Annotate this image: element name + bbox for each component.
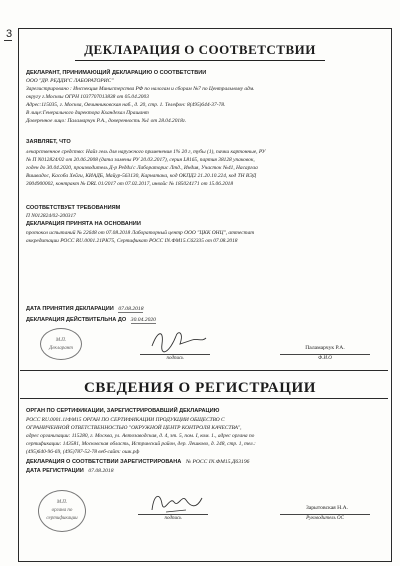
valid-date-row: [26, 317, 382, 324]
product-line: 3004900002, контракт № DRL 01/2017 от 07.02.2017, инвойс № 185024171 от 15.06.2018: [26, 181, 234, 187]
product-line: № П N012824/02 от 20.06.2008 (дата замены РУ 20.03.2017), серия L8165, партия 38128 упаковок,: [26, 157, 255, 163]
organ-line: адрес организации: 115280, г. Москва, ул. Автозаводская, д. 4, эт. 5, пом. I, ком. 1., адрес органа по: [26, 433, 255, 439]
declarant-line: Доверенное лицо: Паламарчук Р.А., доверенность №1 от 28.04.2018г.: [26, 118, 187, 124]
name-line: [280, 354, 370, 355]
declarant-line: В лице:Генерального директора Кхандехал Прашант: [26, 110, 149, 116]
declarant-line: округу г.Москвы ОГРН 1037707013838 от 05.04.2003: [26, 94, 149, 100]
name-line: [280, 514, 370, 515]
reg-date: 07.08.2018: [88, 468, 114, 474]
signature-caption: подпись: [164, 516, 182, 521]
declaration-title-text: ДЕКЛАРАЦИЯ О СООТВЕТСТВИИ: [84, 42, 316, 57]
accepted-date-row: [26, 306, 382, 313]
registration-stamp: [38, 490, 86, 532]
organ-line: ОГРАНИЧЕННОЙ ОТВЕТСТВЕННОСТЬЮ "ОКРУЖНОЙ ЦЕНТР КОНТРОЛЯ КАЧЕСТВА",: [26, 425, 242, 431]
declarant-header: ДЕКЛАРАНТ, ПРИНИМАЮЩИЙ ДЕКЛАРАЦИЮ О СООТВЕТСТВИИ: [26, 70, 207, 76]
stamp-label: М.П.: [55, 338, 67, 343]
registered-label: ДЕКЛАРАЦИЯ О СООТВЕТСТВИИ ЗАРЕГИСТРИРОВАНА: [26, 459, 182, 465]
declarant-signature: [148, 326, 208, 354]
declarant-line: Адрес:115035, г. Москва, Овчинниковская наб., д. 20, стр. 1. Телефон: 8(495)644-37-78.: [26, 102, 226, 108]
stamp-label: органа по: [51, 508, 73, 513]
stamp-label: Декларант: [49, 346, 73, 351]
registered-row: [26, 459, 382, 466]
reg-date-row: [26, 468, 382, 475]
organ-line: (495)640-96-69, (495)787-52-78 веб-сайт: ошк.рф: [26, 449, 140, 455]
registered-number: № РОСС IN.ФМ15.Д63196: [185, 459, 250, 465]
registration-divider: [20, 398, 388, 399]
product-line: годен до 30.04.2020, производитель Д-р Редди'с Лабораторис Лтд., Индия, Участок №41, Насаргаа: [26, 165, 258, 171]
declares-header: ЗАЯВЛЯЕТ, ЧТО: [26, 139, 71, 145]
section-divider: [20, 370, 388, 371]
stamp-label: сертификации: [46, 516, 78, 521]
signature-line: [138, 514, 208, 515]
accepted-date: 07.08.2018: [118, 306, 144, 312]
page-number: 3: [6, 28, 13, 40]
declarant-stamp: [40, 328, 82, 360]
declarant-line: Зарегистрировано : Инспекция Министерства РФ по налогам и сборам №7 по Центральному адм.: [26, 86, 255, 92]
basis-line: аккредитации РОСС RU.0001.21РК75, Сертификат РОСС IN.ФМ15.С62335 от 07.08.2018: [26, 238, 238, 244]
basis-header: ДЕКЛАРАЦИЯ ПРИНЯТА НА ОСНОВАНИИ: [26, 221, 141, 227]
valid-date-label: ДЕКЛАРАЦИЯ ДЕЙСТВИТЕЛЬНА ДО: [26, 317, 127, 323]
signer-caption: Ф.И.О: [318, 356, 332, 361]
organ-line: сертификации: 143581, Московская область, Истринский район, дер. Лешково, д. 248, стр. 1, тел.:: [26, 441, 256, 447]
signer-name: Паламарчук Р.А.: [305, 345, 345, 351]
head-caption: Руководитель ОС: [306, 516, 344, 521]
reg-date-label: ДАТА РЕГИСТРАЦИИ: [26, 468, 84, 474]
declarant-name: ООО "ДР. РЕДДИ'С ЛАБОРАТОРИС": [26, 78, 114, 84]
valid-date: 30.04.2020: [130, 317, 156, 323]
product-line: лекарственное средство: Найз гель для наружного применения 1% 20 г, тубы (1), пачки картонные, РУ: [26, 149, 266, 155]
head-name: Зарытовская Н.А.: [305, 505, 349, 511]
title-underline: [75, 60, 325, 61]
conforms-value: П N012824/02-200317: [26, 213, 76, 219]
declaration-title: [0, 42, 400, 61]
basis-line: протокол испытаний № 22648 от 07.08.2018 Лабораторный центр ООО "ЦКК ОНЦ", аттестат: [26, 230, 255, 236]
accepted-date-label: ДАТА ПРИНЯТИЯ ДЕКЛАРАЦИИ: [26, 306, 114, 312]
organ-line: РОСС RU.0001.11ФМ15 ОРГАН ПО СЕРТИФИКАЦИИ ПРОДУКЦИИ ОБЩЕСТВО С: [26, 417, 225, 423]
product-line: Вишвадос, Касоба Хейги, КИАДБ, Майур-563130, Карнатака, код ОКПД2 21.20.10.224, код ТН ВЭД: [26, 173, 257, 179]
conforms-header: СООТВЕТСТВУЕТ ТРЕБОВАНИЯМ: [26, 205, 121, 211]
registration-title: СВЕДЕНИЯ О РЕГИСТРАЦИИ: [84, 380, 316, 396]
stamp-label: М.П.: [56, 500, 68, 505]
signature-line: [140, 354, 210, 355]
margin-mark: [4, 40, 12, 41]
signature-caption: подпись: [166, 356, 184, 361]
organ-header: ОРГАН ПО СЕРТИФИКАЦИИ, ЗАРЕГИСТРИРОВАВШИЙ ДЕКЛАРАЦИЮ: [26, 408, 220, 414]
